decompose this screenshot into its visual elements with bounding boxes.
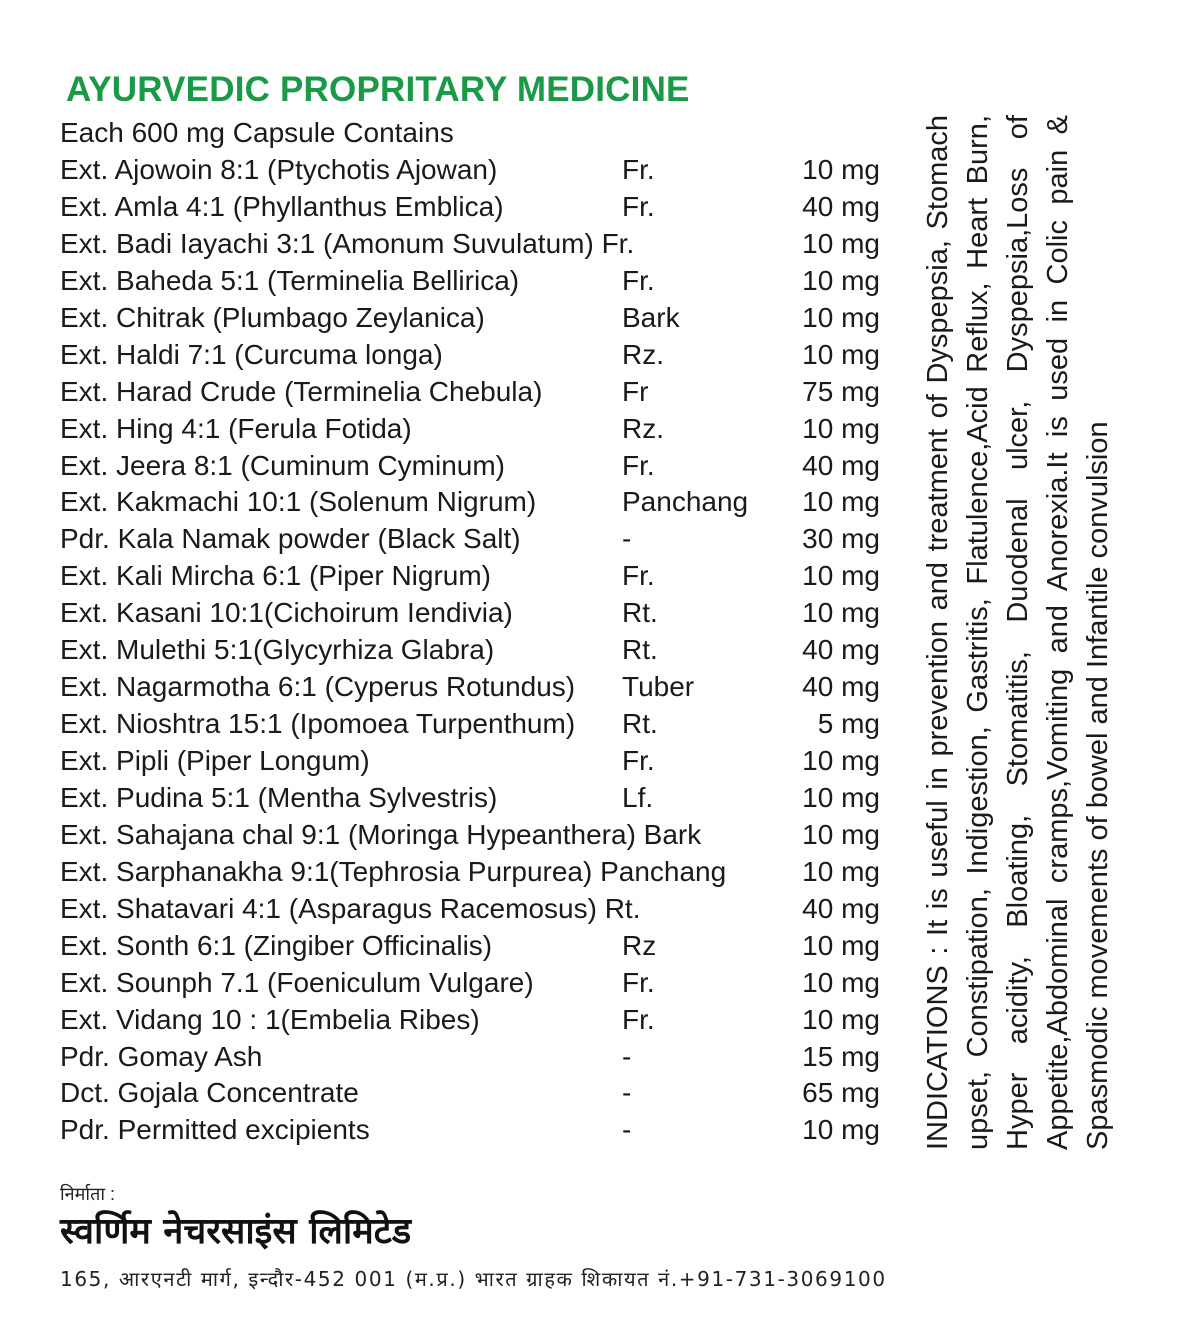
ingredient-name: Ext. Amla 4:1 (Phyllanthus Emblica) (60, 190, 504, 222)
ingredient-quantity: 10 mg (802, 486, 880, 518)
ingredient-row (60, 965, 890, 1002)
ingredient-name: Ext. Baheda 5:1 (Terminelia Bellirica) (60, 264, 520, 296)
ingredient-quantity: 10 mg (802, 745, 880, 776)
ingredient-part: - (622, 1114, 632, 1146)
ingredient-name: Ext. Harad Crude (Terminelia Chebula) (60, 375, 543, 407)
ingredient-part: Panchang (622, 486, 749, 518)
ingredient-part: Fr. (622, 154, 655, 185)
ingredient-row (60, 669, 890, 706)
ingredient-name: Ext. Mulethi 5:1(Glycyrhiza Glabra) (60, 634, 495, 666)
ingredient-name: Ext. Sonth 6:1 (Zingiber Officinalis) (60, 929, 493, 961)
ingredient-name: Ext. Sounph 7.1 (Foeniculum Vulgare) (60, 966, 534, 998)
ingredient-row (60, 743, 890, 780)
ingredient-name: Ext. Sahajana chal 9:1 (Moringa Hypeanthera) Bark (60, 818, 702, 850)
indications-text: INDICATIONS : It is useful in prevention and treatment of Dyspepsia, Stomach upset, Constipation, Indigestion, Gastritis, Flatulence,Acid Reflux, Heart Burn, Hyper acidity, Bloating, Stomatitis, Duodenal ulcer, Dyspepsia,Loss of Appetite,Abdominal cramps,Vomiting and Anorexia.It is used in Colic pain & Spasmodic movements of bowel and Infantile convulsion (922, 115, 1114, 1150)
ingredient-row (60, 595, 890, 632)
ingredient-row (60, 854, 890, 891)
ingredient-name: Ext. Jeera 8:1 (Cuminum Cyminum) (60, 449, 506, 481)
ingredient-quantity: 10 mg (802, 301, 880, 333)
ingredient-part: Rt. (622, 708, 658, 740)
ingredient-part: Rz. (622, 338, 664, 370)
ingredient-part: Fr. (622, 1003, 655, 1035)
ingredient-row (60, 558, 890, 595)
ingredient-part: Fr. (622, 966, 655, 998)
ingredient-quantity: 5 mg (817, 708, 880, 740)
ingredient-quantity: 10 mg (802, 154, 880, 185)
ingredient-name: Ext. Nagarmotha 6:1 (Cyperus Rotundus) (60, 671, 576, 703)
ingredient-part: Fr. (622, 190, 655, 222)
ingredient-quantity: 10 mg (802, 338, 880, 370)
composition-intro: Each 600 mg Capsule Contains (60, 117, 454, 148)
ingredient-part: Tuber (622, 671, 695, 703)
ingredient-list (60, 152, 890, 1149)
ingredient-name: Ext. Pipli (Piper Longum) (60, 745, 370, 776)
ingredient-quantity: 10 mg (802, 966, 880, 998)
page-title: AYURVEDIC PROPRITARY MEDICINE (66, 70, 690, 109)
manufacturer-label: निर्माता : (60, 1184, 116, 1204)
manufacturer-address: 165, आरएनटी मार्ग, इन्दौर-452 001 (म.प्र.) भारत ग्राहक शिकायत नं.+91-731-3069100 (60, 1267, 887, 1291)
ingredient-name: Ext. Pudina 5:1 (Mentha Sylvestris) (60, 781, 498, 813)
ingredient-row (60, 1112, 890, 1149)
ingredient-row (60, 263, 890, 300)
ingredient-row (60, 521, 890, 558)
ingredient-name: Ext. Nioshtra 15:1 (Ipomoea Turpenthum) (60, 708, 576, 740)
ingredient-row (60, 706, 890, 743)
ingredient-name: Pdr. Gomay Ash (60, 1040, 263, 1072)
ingredient-quantity: 10 mg (802, 1003, 880, 1035)
ingredient-part: Rt. (622, 597, 658, 629)
ingredient-name: Ext. Haldi 7:1 (Curcuma longa) (60, 338, 443, 370)
ingredient-row (60, 1075, 890, 1112)
ingredient-row (60, 817, 890, 854)
ingredient-quantity: 40 mg (802, 634, 880, 666)
ingredient-quantity: 10 mg (802, 412, 880, 444)
ingredient-name: Ext. Shatavari 4:1 (Asparagus Racemosus) Rt. (60, 892, 641, 924)
ingredient-row (60, 411, 890, 448)
ingredient-name: Ext. Kali Mircha 6:1 (Piper Nigrum) (60, 560, 492, 592)
ingredient-row (60, 928, 890, 965)
ingredient-row (60, 484, 890, 521)
ingredient-name: Pdr. Kala Namak powder (Black Salt) (60, 523, 521, 555)
ingredient-quantity: 10 mg (802, 597, 880, 629)
ingredient-row (60, 226, 890, 263)
ingredient-quantity: 40 mg (802, 671, 880, 703)
ingredient-name: Ext. Hing 4:1 (Ferula Fotida) (60, 412, 412, 444)
ingredient-name: Pdr. Permitted excipients (60, 1114, 370, 1146)
ingredient-quantity: 15 mg (802, 1040, 880, 1072)
ingredient-quantity: 40 mg (802, 190, 880, 222)
ingredient-part: - (622, 1077, 632, 1109)
ingredient-quantity: 10 mg (802, 1114, 880, 1146)
ingredient-part: Rt. (622, 634, 658, 666)
ingredient-part: Lf. (622, 781, 654, 813)
ingredient-row (60, 780, 890, 817)
ingredient-name: Ext. Badi Iayachi 3:1 (Amonum Suvulatum) Fr. (60, 227, 635, 259)
ingredient-row (60, 448, 890, 485)
ingredient-quantity: 10 mg (802, 560, 880, 592)
ingredient-row (60, 152, 890, 189)
ingredient-name: Ext. Vidang 10 : 1(Embelia Ribes) (60, 1003, 480, 1035)
ingredient-quantity: 10 mg (802, 227, 880, 259)
ingredient-name: Ext. Sarphanakha 9:1(Tephrosia Purpurea) Panchang (60, 855, 727, 887)
ingredient-quantity: 65 mg (802, 1077, 880, 1109)
ingredient-quantity: 75 mg (802, 375, 880, 407)
ingredient-quantity: 10 mg (802, 264, 880, 296)
ingredient-name: Ext. Kasani 10:1(Cichoirum Iendivia) (60, 597, 513, 629)
ingredient-quantity: 10 mg (802, 929, 880, 961)
ingredient-name: Ext. Chitrak (Plumbago Zeylanica) (60, 301, 485, 333)
ingredient-quantity: 10 mg (802, 781, 880, 813)
ingredient-quantity: 10 mg (802, 855, 880, 887)
ingredient-part: - (622, 523, 632, 555)
ingredient-part: Rz (622, 929, 657, 961)
ingredient-part: Fr (622, 375, 649, 407)
ingredient-part: Rz. (622, 412, 664, 444)
ingredient-quantity: 10 mg (802, 818, 880, 850)
ingredient-part: Fr. (622, 449, 655, 481)
ingredient-row (60, 1002, 890, 1039)
ingredient-part: Bark (622, 301, 680, 333)
ingredient-quantity: 40 mg (802, 449, 880, 481)
ingredient-part: Fr. (622, 264, 655, 296)
ingredient-part: Fr. (622, 745, 655, 776)
ingredient-row (60, 1039, 890, 1076)
ingredient-part: Fr. (622, 560, 655, 592)
ingredient-name: Ext. Ajowoin 8:1 (Ptychotis Ajowan) (60, 154, 498, 185)
ingredient-quantity: 40 mg (802, 892, 880, 924)
manufacturer-name: स्वर्णिम नेचरसाइंस लिमिटेड (60, 1211, 412, 1252)
ingredient-part: - (622, 1040, 632, 1072)
ingredient-name: Ext. Kakmachi 10:1 (Solenum Nigrum) (60, 486, 537, 518)
ingredient-row (60, 300, 890, 337)
ingredient-row (60, 189, 890, 226)
ingredient-row (60, 891, 890, 928)
ingredient-row (60, 374, 890, 411)
ingredient-name: Dct. Gojala Concentrate (60, 1077, 359, 1109)
ingredient-row (60, 632, 890, 669)
ingredient-row (60, 337, 890, 374)
ingredient-quantity: 30 mg (802, 523, 880, 555)
